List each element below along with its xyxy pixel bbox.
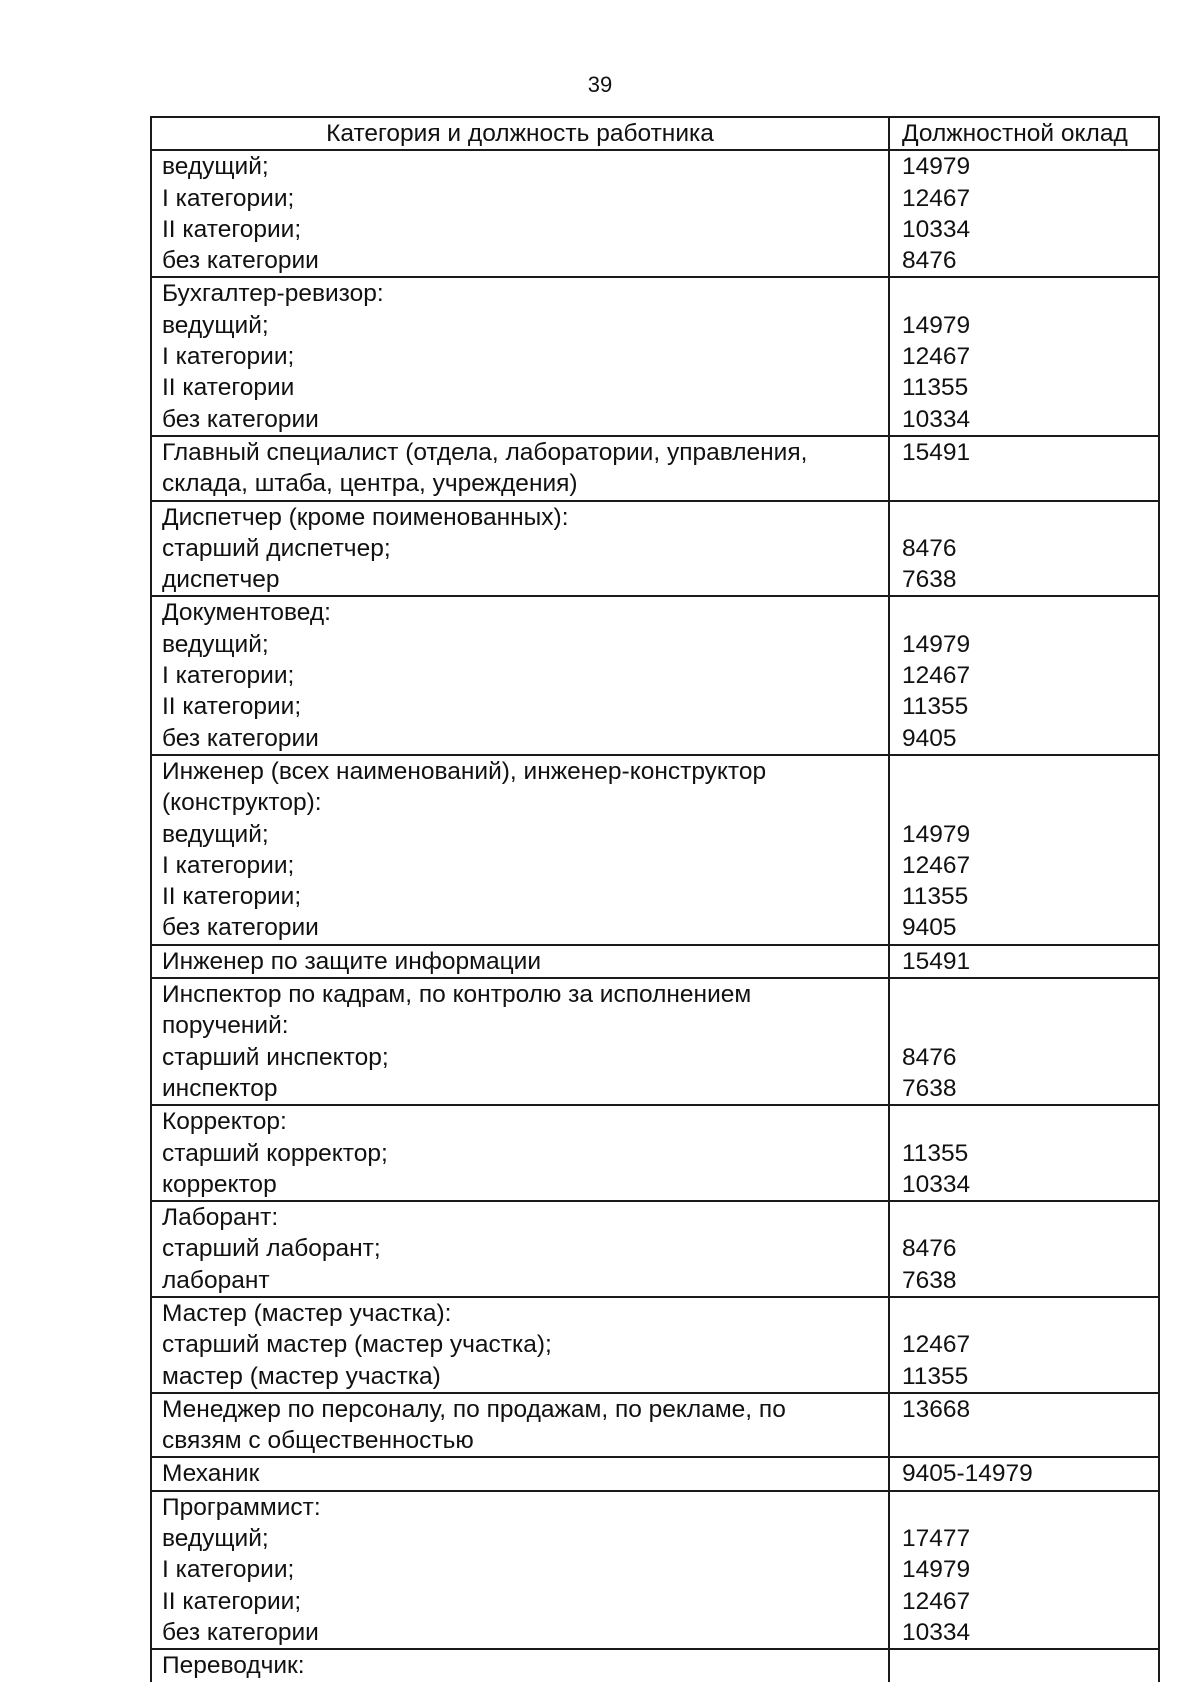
position-line: старший лаборант; <box>162 1235 381 1263</box>
table-row <box>151 978 1159 1105</box>
salary-cell <box>889 277 1159 435</box>
salary-value: 14979 <box>902 311 971 339</box>
position-line: II категории; <box>162 693 302 721</box>
salary-cell <box>889 1457 1159 1490</box>
position-line: Главный специалист (отдела, лаборатории, управления, <box>162 438 808 466</box>
position-cell <box>151 277 889 435</box>
salary-value: 14979 <box>902 153 971 181</box>
salary-value: 9405-14979 <box>902 1460 1033 1488</box>
salary-cell <box>889 1393 1159 1458</box>
position-line: без категории <box>162 1618 319 1646</box>
position-cell <box>151 1491 889 1649</box>
position-line: старший диспетчер; <box>162 534 391 562</box>
salary-value <box>902 979 1148 1010</box>
salary-value: 14979 <box>902 820 971 848</box>
table-row <box>151 436 1159 501</box>
position-line: II категории <box>162 374 295 402</box>
position-line: корректор <box>162 1170 277 1198</box>
salary-value: 12467 <box>902 343 971 371</box>
salary-cell <box>889 436 1159 501</box>
salary-value: 17477 <box>902 1525 971 1553</box>
position-line: лаборант <box>162 1266 270 1294</box>
position-line: Документовед: <box>162 599 331 627</box>
salary-cell <box>889 1491 1159 1649</box>
header-position: Категория и должность работника <box>151 117 889 150</box>
salary-value: 8476 <box>902 534 957 562</box>
salary-value: 11355 <box>902 374 969 402</box>
position-line: Инженер (всех наименований), инженер-конструктор <box>162 757 767 785</box>
position-line: без категории <box>162 724 319 752</box>
position-line: Менеджер по персоналу, по продажам, по рекламе, по <box>162 1395 786 1423</box>
salary-value <box>902 597 1148 628</box>
salary-value <box>902 1425 1148 1456</box>
position-cell <box>151 436 889 501</box>
table-row <box>151 1201 1159 1297</box>
salary-value <box>902 278 1148 309</box>
salary-value <box>902 468 1148 499</box>
salary-value <box>902 756 1148 787</box>
salary-value <box>902 787 1148 818</box>
position-cell <box>151 978 889 1105</box>
salary-value: 8476 <box>902 1043 957 1071</box>
salary-cell <box>889 501 1159 597</box>
position-line: склада, штаба, центра, учреждения) <box>162 470 578 498</box>
salary-value <box>902 1650 1148 1681</box>
position-line: Программист: <box>162 1493 321 1521</box>
position-line: диспетчер <box>162 566 280 594</box>
position-line: Диспетчер (кроме поименованных): <box>162 503 569 531</box>
position-line: I категории; <box>162 851 295 879</box>
position-line: мастер (мастер участка) <box>162 1362 441 1390</box>
salary-value <box>902 1010 1148 1041</box>
page-number: 39 <box>587 72 613 97</box>
table-row <box>151 1393 1159 1458</box>
salary-value: 15491 <box>902 947 971 975</box>
salary-value: 10334 <box>902 1618 971 1646</box>
position-line: Инженер по защите информации <box>162 947 542 975</box>
table-row <box>151 1105 1159 1201</box>
position-line: без категории <box>162 405 319 433</box>
position-line: Переводчик: <box>162 1652 305 1680</box>
table-row <box>151 1491 1159 1649</box>
salary-cell <box>889 945 1159 978</box>
salary-cell <box>889 150 1159 277</box>
position-cell <box>151 596 889 754</box>
table-row <box>151 945 1159 978</box>
position-line: без категории <box>162 914 319 942</box>
position-line: Корректор: <box>162 1108 287 1136</box>
salary-value: 12467 <box>902 1331 971 1359</box>
position-cell <box>151 1393 889 1458</box>
position-line: без категории <box>162 247 319 275</box>
salary-value: 7638 <box>902 1074 957 1102</box>
table-row <box>151 1457 1159 1490</box>
position-line: ведущий; <box>162 630 269 658</box>
position-line: Механик <box>162 1460 260 1488</box>
position-line: старший мастер (мастер участка); <box>162 1331 552 1359</box>
position-line: (конструктор): <box>162 789 322 817</box>
salary-cell <box>889 1297 1159 1393</box>
position-line: I категории; <box>162 662 295 690</box>
position-line: II категории; <box>162 1587 302 1615</box>
position-line: инспектор <box>162 1074 278 1102</box>
position-line: старший корректор; <box>162 1139 388 1167</box>
position-line: Бухгалтер-ревизор: <box>162 280 384 308</box>
salary-cell <box>889 1201 1159 1297</box>
position-line: II категории; <box>162 215 302 243</box>
header-salary: Должностной оклад <box>889 117 1159 150</box>
salary-value: 11355 <box>902 1139 969 1167</box>
position-cell <box>151 1201 889 1297</box>
salary-value <box>902 1492 1148 1523</box>
table-row <box>151 596 1159 754</box>
salary-value: 7638 <box>902 1266 957 1294</box>
position-line: ведущий; <box>162 1525 269 1553</box>
salary-value: 10334 <box>902 1170 971 1198</box>
salary-cell <box>889 596 1159 754</box>
salary-cell <box>889 755 1159 945</box>
table-body <box>151 150 1159 1681</box>
salary-value: 12467 <box>902 184 971 212</box>
salary-value: 13668 <box>902 1395 971 1423</box>
table-row <box>151 755 1159 945</box>
position-cell <box>151 150 889 277</box>
position-line: ведущий; <box>162 820 269 848</box>
position-cell <box>151 1457 889 1490</box>
position-cell <box>151 755 889 945</box>
position-cell <box>151 1105 889 1201</box>
position-line: I категории; <box>162 184 295 212</box>
salary-value: 7638 <box>902 566 957 594</box>
position-line: ведущий; <box>162 153 269 181</box>
position-line: поручений: <box>162 1012 289 1040</box>
salary-value: 14979 <box>902 630 971 658</box>
salary-cell <box>889 1649 1159 1681</box>
salary-value: 11355 <box>902 883 969 911</box>
position-cell <box>151 1649 889 1681</box>
salary-cell <box>889 1105 1159 1201</box>
position-line: связям с общественностью <box>162 1427 474 1455</box>
table-row <box>151 1649 1159 1681</box>
salary-value: 10334 <box>902 405 971 433</box>
position-line: ведущий; <box>162 311 269 339</box>
table-row <box>151 277 1159 435</box>
position-cell <box>151 945 889 978</box>
salary-value: 10334 <box>902 215 971 243</box>
salary-value: 8476 <box>902 1235 957 1263</box>
salary-value: 9405 <box>902 724 957 752</box>
salary-table <box>150 116 1160 1682</box>
salary-value <box>902 502 1148 533</box>
position-line: I категории; <box>162 1556 295 1584</box>
table-row <box>151 1297 1159 1393</box>
position-line: II категории; <box>162 883 302 911</box>
salary-value: 11355 <box>902 1362 969 1390</box>
salary-value <box>902 1106 1148 1137</box>
table-row <box>151 501 1159 597</box>
position-line: Лаборант: <box>162 1204 279 1232</box>
salary-value <box>902 1298 1148 1329</box>
table-row <box>151 150 1159 277</box>
salary-value: 9405 <box>902 914 957 942</box>
salary-value: 8476 <box>902 247 957 275</box>
salary-value: 12467 <box>902 662 971 690</box>
salary-value: 11355 <box>902 693 969 721</box>
position-line: Мастер (мастер участка): <box>162 1299 452 1327</box>
position-cell <box>151 501 889 597</box>
position-line: старший инспектор; <box>162 1043 389 1071</box>
table-header-row <box>151 117 1159 150</box>
salary-value: 14979 <box>902 1556 971 1584</box>
salary-value <box>902 1202 1148 1233</box>
position-cell <box>151 1297 889 1393</box>
salary-value: 15491 <box>902 438 971 466</box>
salary-cell <box>889 978 1159 1105</box>
salary-value: 12467 <box>902 851 971 879</box>
salary-value: 12467 <box>902 1587 971 1615</box>
position-line: Инспектор по кадрам, по контролю за исполнением <box>162 981 752 1009</box>
position-line: I категории; <box>162 343 295 371</box>
